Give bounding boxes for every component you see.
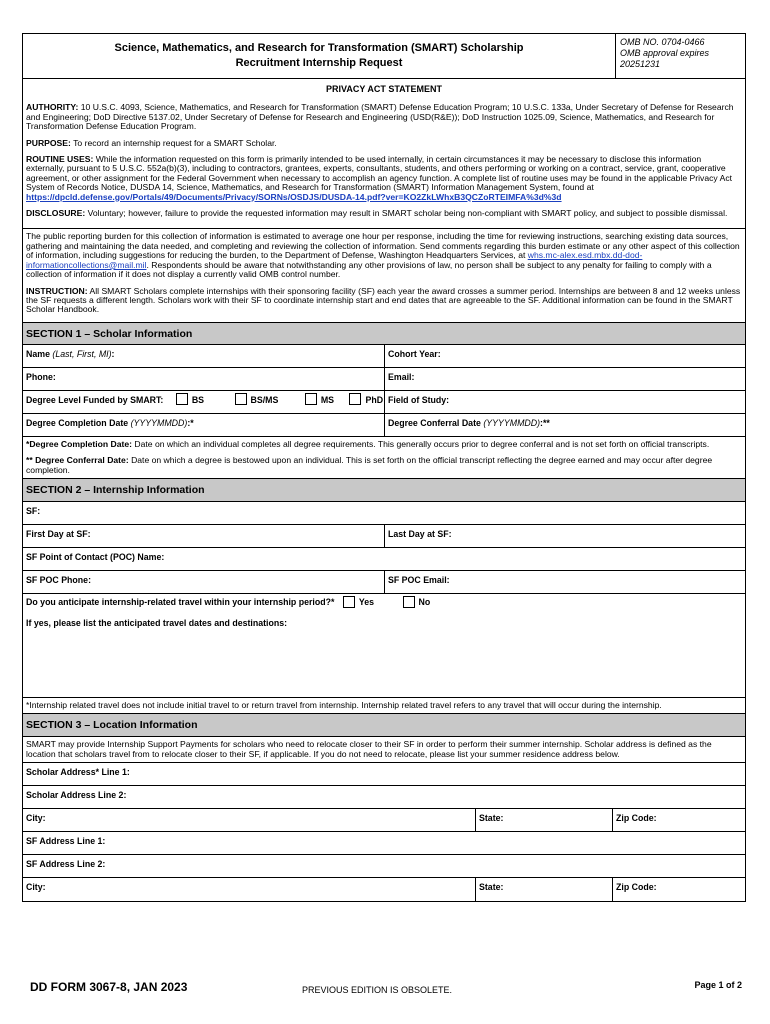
poc-phone-label: SF POC Phone: bbox=[26, 574, 92, 585]
travel-details-label: If yes, please list the anticipated travel dates and destinations: bbox=[26, 617, 288, 628]
purpose-text: To record an internship request for a SMART Scholar. bbox=[70, 137, 277, 148]
scholar-address1-label: Scholar Address* Line 1: bbox=[26, 767, 130, 778]
travel-question bbox=[23, 594, 745, 614]
last-day-field[interactable] bbox=[385, 525, 745, 547]
poc-email-field[interactable] bbox=[385, 571, 745, 593]
scholar-address1-field[interactable] bbox=[23, 763, 745, 785]
name-hint: (Last, First, MI) bbox=[52, 348, 112, 359]
completion-date-field[interactable] bbox=[23, 414, 385, 436]
phone-field[interactable] bbox=[23, 368, 385, 390]
sf-label: SF: bbox=[26, 505, 41, 516]
sf-city-row bbox=[23, 878, 745, 901]
burden-text-after: . Respondents should be aware that notwithstanding any other provisions of law, no person shall be subject to any penalty for failing to comply with a collection of information if it does not display a currently valid OMB control number. bbox=[26, 259, 712, 280]
scholar-zip-label: Zip Code: bbox=[616, 813, 657, 824]
name-field[interactable] bbox=[23, 345, 385, 367]
section2-header: SECTION 2 – Internship Information bbox=[23, 479, 745, 502]
burden-email-link[interactable]: whs.mc-alex.esd.mbx.dd-dod-informationcollections@mail.mil bbox=[26, 250, 643, 270]
omb-box bbox=[615, 34, 745, 78]
travel-question-label: Do you anticipate internship-related travel within your internship period?* bbox=[26, 596, 335, 607]
field-of-study-field[interactable] bbox=[385, 391, 745, 413]
email-label: Email: bbox=[388, 371, 415, 382]
form-header bbox=[23, 34, 745, 79]
poc-email-label: SF POC Email: bbox=[388, 574, 450, 585]
scholar-zip-field[interactable] bbox=[613, 809, 745, 831]
phd-label: PhD bbox=[365, 394, 384, 405]
conferral-date-suffix: :** bbox=[540, 417, 550, 428]
page-number: Page 1 of 2 bbox=[694, 980, 742, 990]
completion-note-text: Date on which an individual completes all degree requirements. This generally occurs prior to degree conferral and is not set forth on official transcripts. bbox=[132, 438, 710, 449]
conferral-date-label: Degree Conferral Date bbox=[388, 417, 484, 428]
conferral-note-text: Date on which a degree is bestowed upon an individual. This is set forth on the official transcript reflecting the degree earned and may occur after degree completion. bbox=[26, 455, 713, 475]
travel-question-row bbox=[23, 594, 745, 614]
form-title bbox=[23, 34, 615, 78]
travel-yes-checkbox[interactable] bbox=[343, 596, 355, 608]
field-of-study-label: Field of Study: bbox=[388, 394, 450, 405]
authority-paragraph bbox=[26, 103, 742, 131]
phone-email-row bbox=[23, 368, 745, 391]
travel-yes-label: Yes bbox=[358, 596, 375, 607]
sf-address1-field[interactable] bbox=[23, 832, 745, 854]
routine-uses-paragraph bbox=[26, 155, 742, 202]
location-intro-text: SMART may provide Internship Support Payments for scholars who need to relocate closer to their SF in order to perform their summer internship. Scholar address is defined as the location that scholars travel from to relocate closer to their SF, if applicable. If you do not need to relocate, please list your summer residence address below. bbox=[26, 739, 712, 759]
form-title-line1: Science, Mathematics, and Research for Transformation (SMART) Scholarship bbox=[114, 42, 524, 54]
privacy-act-statement bbox=[23, 79, 745, 228]
ms-label: MS bbox=[320, 394, 335, 405]
sf-city-label: City: bbox=[26, 882, 46, 893]
travel-details-field[interactable] bbox=[23, 614, 745, 698]
email-field[interactable] bbox=[385, 368, 745, 390]
sf-city-field[interactable] bbox=[23, 878, 476, 901]
travel-no-label: No bbox=[418, 596, 431, 607]
degree-date-notes bbox=[23, 437, 745, 479]
travel-note bbox=[23, 698, 745, 714]
purpose-label: PURPOSE: bbox=[26, 137, 71, 148]
disclosure-paragraph bbox=[26, 209, 742, 218]
previous-edition-note: PREVIOUS EDITION IS OBSOLETE. bbox=[302, 985, 453, 995]
bs-label: BS bbox=[191, 394, 205, 405]
disclosure-text: Voluntary; however, failure to provide the requested information may result in SMART scholar being non-compliant with SMART policy, and subject to possible dismissal. bbox=[85, 208, 728, 219]
completion-date-hint: (YYYYMMDD) bbox=[130, 417, 188, 428]
scholar-address2-field[interactable] bbox=[23, 786, 745, 808]
form-footer bbox=[22, 978, 746, 998]
authority-label: AUTHORITY: bbox=[26, 102, 79, 113]
sf-address1-label: SF Address Line 1: bbox=[26, 836, 106, 847]
sf-address2-row bbox=[23, 855, 745, 878]
poc-name-row bbox=[23, 548, 745, 571]
form-title-line2: Recruitment Internship Request bbox=[235, 57, 403, 69]
bsms-checkbox[interactable] bbox=[235, 393, 247, 405]
scholar-city-field[interactable] bbox=[23, 809, 476, 831]
conferral-note-label: ** Degree Conferral Date: bbox=[26, 455, 129, 466]
section3-header: SECTION 3 – Location Information bbox=[23, 714, 745, 737]
poc-contact-row bbox=[23, 571, 745, 594]
scholar-city-row bbox=[23, 809, 745, 832]
conferral-date-hint: (YYYYMMDD) bbox=[483, 417, 541, 428]
scholar-city-label: City: bbox=[26, 813, 46, 824]
burden-text-before: The public reporting burden for this collection of information is estimated to average one hour per response, including the time for reviewing instructions, searching existing data sources, gathering and maintaining the data needed, and completing and reviewing the collection of information. Send comments regarding this burden estimate or any other aspect of this collection of information, including suggestions for reducing the burden, to the Department of Defense, Washington Headquarters Services, at bbox=[26, 231, 740, 261]
sf-state-label: State: bbox=[479, 882, 504, 893]
name-cohort-row bbox=[23, 345, 745, 368]
completion-date-suffix: :* bbox=[187, 417, 194, 428]
degree-level-label: Degree Level Funded by SMART: bbox=[26, 394, 164, 405]
disclosure-label: DISCLOSURE: bbox=[26, 208, 86, 219]
phd-checkbox[interactable] bbox=[349, 393, 361, 405]
completion-date-label: Degree Completion Date bbox=[26, 417, 131, 428]
instruction-text: All SMART Scholars complete internships with their sponsoring facility (SF) each year the award crosses a summer period. Internships are between 8 and 12 weeks unless the SF requests a different length. Scholars work with their SF to coordinate internship start and end dates that are agreeable to the SF. Additional information can be found in the SMART Scholar Handbook. bbox=[26, 285, 741, 315]
poc-name-label: SF Point of Contact (POC) Name: bbox=[26, 551, 165, 562]
cohort-year-field[interactable] bbox=[385, 345, 745, 367]
bsms-label: BS/MS bbox=[250, 394, 279, 405]
last-day-label: Last Day at SF: bbox=[388, 528, 452, 539]
instruction-paragraph bbox=[26, 287, 742, 315]
name-colon: : bbox=[111, 348, 115, 359]
sf-row bbox=[23, 502, 745, 525]
omb-number: OMB NO. 0704-0466 bbox=[620, 37, 705, 47]
sorn-link[interactable]: https://dpcld.defense.gov/Portals/49/Documents/Privacy/SORNs/OSDJS/DUSDA-14.pdf?ver=KO2ZkLWhxB3QCZoRTEIMFA%3d%3d bbox=[26, 191, 562, 202]
instruction-label: INSTRUCTION: bbox=[26, 285, 88, 296]
degree-level-row bbox=[23, 391, 745, 414]
internship-dates-row bbox=[23, 525, 745, 548]
completion-note bbox=[26, 440, 742, 449]
sf-address2-field[interactable] bbox=[23, 855, 745, 877]
scholar-state-label: State: bbox=[479, 813, 504, 824]
form-page bbox=[22, 33, 746, 902]
omb-expires-label: OMB approval expires bbox=[620, 48, 710, 58]
burden-paragraph bbox=[26, 232, 742, 279]
routine-uses-label: ROUTINE USES: bbox=[26, 154, 94, 165]
omb-expires-date: 20251231 bbox=[620, 59, 661, 69]
privacy-title: PRIVACY ACT STATEMENT bbox=[325, 84, 442, 94]
degree-dates-row bbox=[23, 414, 745, 437]
poc-name-field[interactable] bbox=[23, 548, 745, 570]
poc-phone-field[interactable] bbox=[23, 571, 385, 593]
completion-note-label: *Degree Completion Date: bbox=[26, 438, 133, 449]
routine-uses-text: While the information requested on this form is primarily intended to be used internally, in certain circumstances it may be necessary to disclose this information externally, pursuant to 5 U.S.C. 552a(b)(3), including to contractors, grantees, experts, consultants, students, and others performing or working on a contract, service, grant, cooperative agreement, or other assignment for the Federal Government when necessary to accomplish an agency function. A complete list of routine uses may be found in the applicable Privacy Act System of Records Notice, DUSDA 14, Science, Mathematics, and Research for Transformation (SMART) Information Management System, found at bbox=[26, 154, 733, 193]
location-intro bbox=[23, 737, 745, 763]
section1-header: SECTION 1 – Scholar Information bbox=[23, 322, 745, 345]
sf-state-field[interactable] bbox=[476, 878, 613, 901]
ms-checkbox[interactable] bbox=[305, 393, 317, 405]
first-day-label: First Day at SF: bbox=[26, 528, 91, 539]
scholar-address2-label: Scholar Address Line 2: bbox=[26, 790, 127, 801]
sf-address1-row bbox=[23, 832, 745, 855]
scholar-address2-row bbox=[23, 786, 745, 809]
conferral-date-field[interactable] bbox=[385, 414, 745, 436]
sf-field[interactable] bbox=[23, 502, 745, 524]
purpose-paragraph bbox=[26, 139, 742, 148]
sf-address2-label: SF Address Line 2: bbox=[26, 859, 106, 870]
bs-checkbox[interactable] bbox=[176, 393, 188, 405]
burden-statement bbox=[23, 228, 745, 314]
cohort-year-label: Cohort Year: bbox=[388, 348, 441, 359]
phone-label: Phone: bbox=[26, 371, 56, 382]
conferral-note bbox=[26, 456, 742, 475]
travel-no-checkbox[interactable] bbox=[403, 596, 415, 608]
sf-zip-field[interactable] bbox=[613, 878, 745, 901]
authority-text: 10 U.S.C. 4093, Science, Mathematics, and Research for Transformation (SMART) Defense Education Program; 10 U.S.C. 133a, Under Secretary of Defense for Research and Engineering; DoD Directive 5137.02, Under Secretary of Defense for Research and Engineering (USD(R&E)); DoD Instruction 1025.09, Science, Mathematics, and Research for Transformation Defense Education Program. bbox=[26, 102, 734, 132]
first-day-field[interactable] bbox=[23, 525, 385, 547]
form-number: DD FORM 3067-8, JAN 2023 bbox=[30, 980, 188, 994]
name-label: Name bbox=[26, 348, 53, 359]
sf-zip-label: Zip Code: bbox=[616, 882, 657, 893]
scholar-address1-row bbox=[23, 763, 745, 786]
scholar-state-field[interactable] bbox=[476, 809, 613, 831]
degree-level-field bbox=[23, 391, 385, 413]
travel-note-text: *Internship related travel does not include initial travel to or return travel from internship. Internship related travel refers to any travel that will occur during the internship. bbox=[26, 699, 662, 710]
